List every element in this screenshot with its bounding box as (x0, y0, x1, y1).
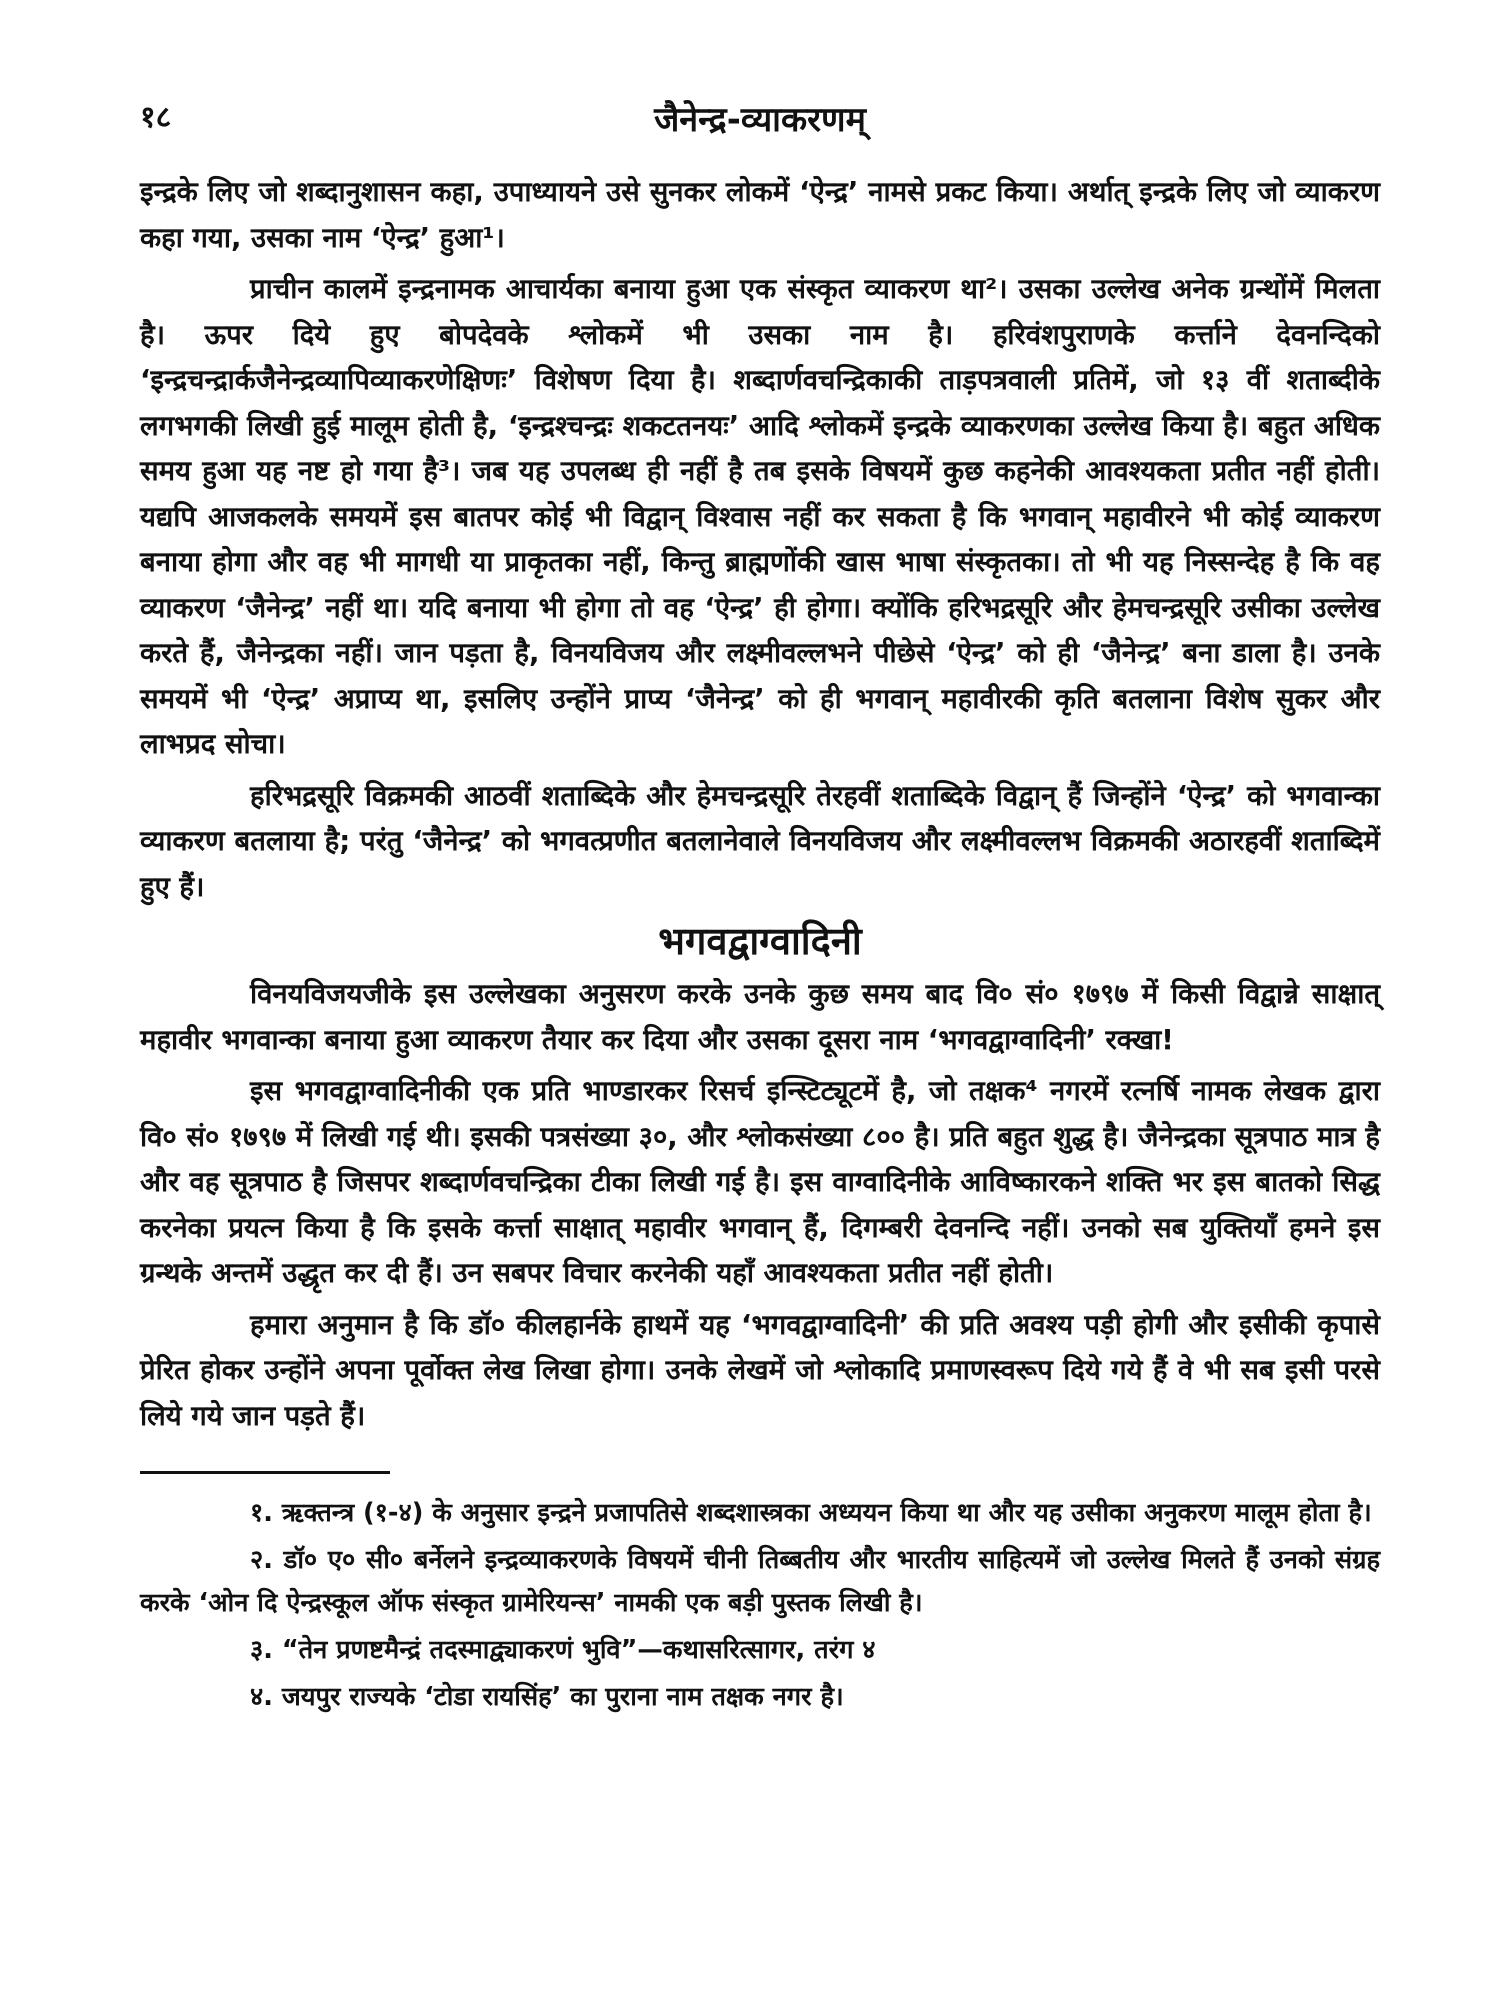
footnote-2: २. डॉ० ए० सी० बर्नेलने इन्द्रव्याकरणके विषयमें चीनी तिब्बतीय और भारतीय साहित्यमें जो उल्लेख मिलते हैं उनको संग्रह करके ‘ओन दि ऐन्द्रस्कूल ऑफ संस्कृत ग्रामेरियन्स’ नामकी एक बड़ी पुस्तक लिखी है। (140, 1545, 1380, 1618)
paragraph-1: इन्द्रके लिए जो शब्दानुशासन कहा, उपाध्यायने उसे सुनकर लोकमें ‘ऐन्द्र’ नामसे प्रकट किया। अर्थात् इन्द्रके लिए जो व्याकरण कहा गया, उसका नाम ‘ऐन्द्र’ हुआ¹। (140, 176, 1380, 254)
paragraph-6: हमारा अनुमान है कि डॉ० कीलहार्नके हाथमें यह ‘भगवद्वाग्वादिनी’ की प्रति अवश्य पड़ी होगी और इसीकी कृपासे प्रेरित होकर उन्होंने अपना पूर्वोक्त लेख लिखा होगा। उनके लेखमें जो श्लोकादि प्रमाणस्वरूप दिये गये हैं वे भी सब इसी परसे लिये गये जान पड़ते हैं। (140, 1308, 1380, 1432)
footnote-1: १. ऋक्तन्त्र (१-४) के अनुसार इन्द्रने प्रजापतिसे शब्दशास्त्रका अध्ययन किया था और यह उसीका अनुकरण मालूम होता है। (250, 1498, 1372, 1528)
footnote-divider (140, 1471, 390, 1474)
paragraph-5: इस भगवद्वाग्वादिनीकी एक प्रति भाण्डारकर रिसर्च इन्स्टिट्यूटमें है, जो तक्षक⁴ नगरमें रत्नर्षि नामक लेखक द्वारा वि० सं० १७९७ में लिखी गई थी। इसकी पत्रसंख्या ३०, और श्लोकसंख्या ८०० है। प्रति बहुत शुद्ध है। जैनेन्द्रका सूत्रपाठ मात्र है और वह सूत्रपाठ है जिसपर शब्दार्णवचन्द्रिका टीका लिखी गई है। इस वाग्वादिनीके आविष्कारकने शक्ति भर इस बातको सिद्ध करनेका प्रयत्न किया है कि इसके कर्त्ता साक्षात् महावीर भगवान् हैं, दिगम्बरी देवनन्दि नहीं। उनको सब युक्तियाँ हमने इस ग्रन्थके अन्तमें उद्धृत कर दी हैं। उन सबपर विचार करनेकी यहाँ आवश्यकता प्रतीत नहीं होती। (140, 1075, 1380, 1289)
paragraph-2: प्राचीन कालमें इन्द्रनामक आचार्यका बनाया हुआ एक संस्कृत व्याकरण था²। उसका उल्लेख अनेक ग्रन्थोंमें मिलता है। ऊपर दिये हुए बोपदेवके श्लोकमें भी उसका नाम है। हरिवंशपुराणके कर्त्ताने देवनन्दिको ‘इन्द्रचन्द्रार्कजैनेन्द्रव्यापिव्याकरणेक्षिणः’ विशेषण दिया है। शब्दार्णवचन्द्रिकाकी ताड़पत्रवाली प्रतिमें, जो १३ वीं शताब्दीके लगभगकी लिखी हुई मालूम होती है, ‘इन्द्रश्चन्द्रः शकटतनयः’ आदि श्लोकमें इन्द्रके व्याकरणका उल्लेख किया है। बहुत अधिक समय हुआ यह नष्ट हो गया है³। जब यह उपलब्ध ही नहीं है तब इसके विषयमें कुछ कहनेकी आवश्यकता प्रतीत नहीं होती। यद्यपि आजकलके समयमें इस बातपर कोई भी विद्वान् विश्वास नहीं कर सकता है कि भगवान् महावीरने भी कोई व्याकरण बनाया होगा और वह भी मागधी या प्राकृतका नहीं, किन्तु ब्राह्मणोंकी खास भाषा संस्कृतका। तो भी यह निस्सन्देह है कि वह व्याकरण ‘जैनेन्द्र’ नहीं था। यदि बनाया भी होगा तो वह ‘ऐन्द्र’ ही होगा। क्योंकि हरिभद्रसूरि और हेमचन्द्रसूरि उसीका उल्लेख करते हैं, जैनेन्द्रका नहीं। जान पड़ता है, विनयविजय और लक्ष्मीवल्लभने पीछेसे ‘ऐन्द्र’ को ही ‘जैनेन्द्र’ बना डाला है। उनके समयमें भी ‘ऐन्द्र’ अप्राप्य था, इसलिए उन्होंने प्राप्य ‘जैनेन्द्र’ को ही भगवान् महावीरकी कृति बतलाना विशेष सुकर और लाभप्रद सोचा। (140, 273, 1380, 760)
paragraph-3: हरिभद्रसूरि विक्रमकी आठवीं शताब्दिके और हेमचन्द्रसूरि तेरहवीं शताब्दिके विद्वान् हैं जिन्होंने ‘ऐन्द्र’ को भगवान्का व्याकरण बतलाया है; परंतु ‘जैनेन्द्र’ को भगवत्प्रणीत बतलानेवाले विनयविजय और लक्ष्मीवल्लभ विक्रमकी अठारहवीं शताब्दिमें हुए हैं। (140, 779, 1380, 903)
section-heading: भगवद्वाग्वादिनी (658, 919, 862, 963)
page-body (140, 170, 1380, 1723)
page-number: १८ (140, 100, 172, 135)
paragraph-4: विनयविजयजीके इस उल्लेखका अनुसरण करके उनके कुछ समय बाद वि० सं० १७९७ में किसी विद्वान्ने साक्षात् महावीर भगवान्का बनाया हुआ व्याकरण तैयार कर दिया और उसका दूसरा नाम ‘भगवद्वाग्वादिनी’ रक्खा! (140, 978, 1380, 1056)
footnote-4: ४. जयपुर राज्यके ‘टोडा रायसिंह’ का पुराना नाम तक्षक नगर है। (250, 1682, 844, 1712)
page-header (140, 95, 1380, 145)
running-title: जैनेन्द्र-व्याकरणम् (654, 100, 866, 140)
footnote-3: ३. “तेन प्रणष्टमैन्द्रं तदस्माद्व्याकरणं भुवि”—कथासरित्सागर, तरंग ४ (250, 1635, 876, 1665)
